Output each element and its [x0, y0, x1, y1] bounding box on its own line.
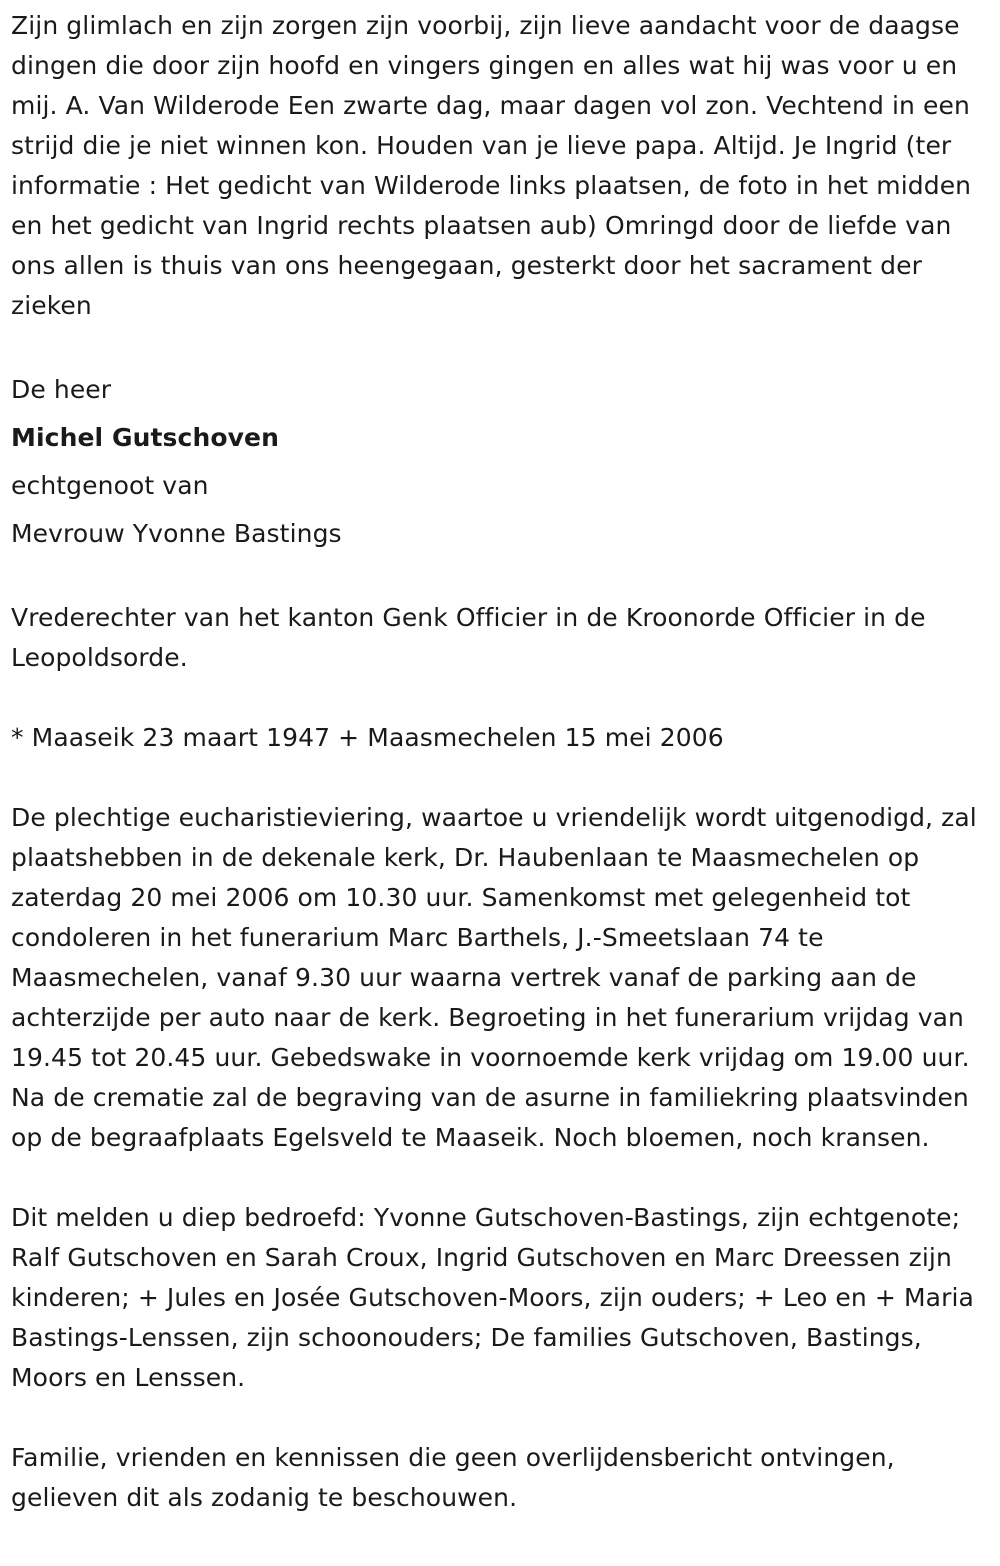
intro-paragraph: Zijn glimlach en zijn zorgen zijn voorbij, zijn lieve aandacht voor de daagse dingen die door zijn hoofd en vingers gingen en alles wat hij was voor u en mij. A. Van Wilderode Een zwarte dag, maar dagen vol zon. Vechtend in een strijd die je niet winnen kon. Houden van je lieve papa. Altijd. Je Ingrid (ter informatie : Het gedicht van Wilderode links plaatsen, de foto in het midden en het gedicht van Ingrid rechts plaatsen aub) Omringd door de liefde van ons allen is thuis van ons heengegaan, gesterkt door het sacrament der zieken	[11, 11, 972, 320]
family-paragraph: Dit melden u diep bedroefd: Yvonne Gutschoven-Bastings, zijn echtgenote; Ralf Gutschoven en Sarah Croux, Ingrid Gutschoven en Marc Dreessen zijn kinderen; + Jules en Josée Gutschoven-Moors, zijn ouders; + Leo en + Maria Bastings-Lenssen, zijn schoonouders; De families Gutschoven, Bastings, Moors en Lenssen.	[11, 1203, 974, 1392]
deceased-block	[11, 366, 990, 558]
ceremony-paragraph: De plechtige eucharistieviering, waartoe u vriendelijk wordt uitgenodigd, zal plaatshebben in de dekenale kerk, Dr. Haubenlaan te Maasmechelen op zaterdag 20 mei 2006 om 10.30 uur. Samenkomst met gelegenheid tot condoleren in het funerarium Marc Barthels, J.-Smeetslaan 74 te Maasmechelen, vanaf 9.30 uur waarna vertrek vanaf de parking aan de achterzijde per auto naar de kerk. Begroeting in het funerarium vrijdag van 19.45 tot 20.45 uur. Gebedswake in voornoemde kerk vrijdag om 19.00 uur. Na de crematie zal de begraving van de asurne in familiekring plaatsvinden op de begraafplaats Egelsveld te Maaseik. Noch bloemen, noch kransen.	[11, 803, 977, 1152]
closing-paragraph: Familie, vrienden en kennissen die geen overlijdensbericht ontvingen, gelieven dit als zodanig te beschouwen.	[11, 1443, 895, 1512]
relation-label: echtgenoot van	[11, 471, 209, 500]
deceased-name: Michel Gutschoven	[11, 423, 279, 452]
dates-line: * Maaseik 23 maart 1947 + Maasmechelen 15 mei 2006	[11, 723, 724, 752]
titles-paragraph: Vrederechter van het kanton Genk Officier in de Kroonorde Officier in de Leopoldsorde.	[11, 603, 926, 672]
spouse-name: Mevrouw Yvonne Bastings	[11, 519, 342, 548]
salutation: De heer	[11, 375, 112, 404]
